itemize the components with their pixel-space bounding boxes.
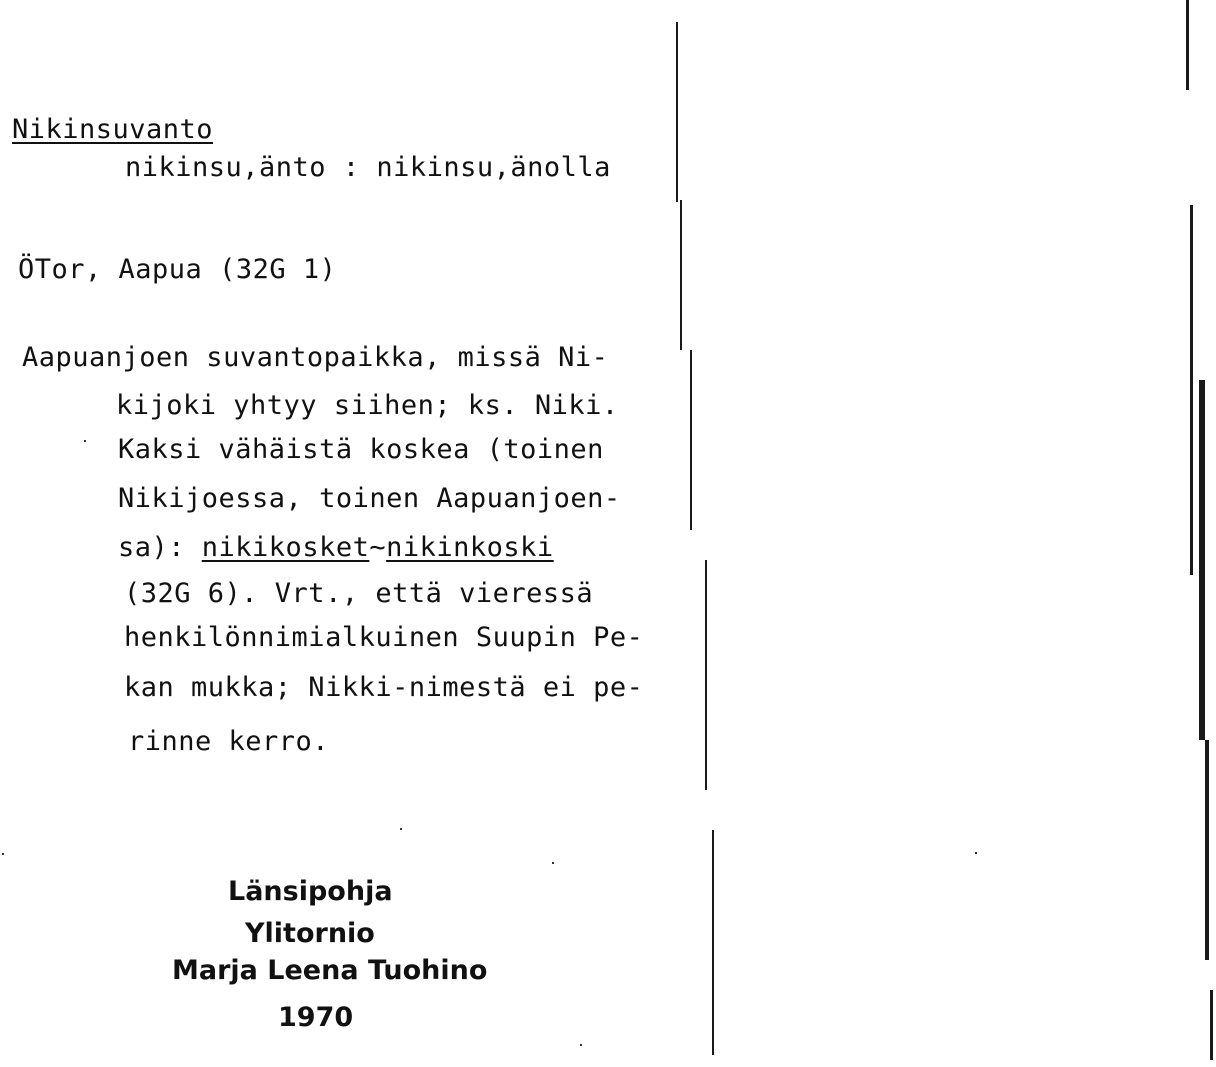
- body-line-5: [118, 532, 554, 563]
- scan-border-line: [1190, 205, 1193, 575]
- scan-speck: [2, 853, 4, 855]
- scan-speck: [580, 1044, 582, 1046]
- card-heading: Nikinsuvanto: [12, 114, 214, 145]
- body-line-5-prefix: sa):: [118, 532, 202, 563]
- location-line: ÖTor, Aapua (32G 1): [18, 254, 337, 285]
- scan-speck: [552, 862, 554, 864]
- card-edge-line: [705, 560, 707, 790]
- term-nikikosket: nikikosket: [201, 532, 370, 563]
- stamp-year: 1970: [278, 1002, 354, 1033]
- scan-speck: [975, 852, 977, 854]
- body-line-9: rinne kerro.: [128, 726, 330, 757]
- body-line-2: kijoki yhtyy siihen; ks. Niki.: [116, 390, 619, 421]
- stamp-region: Länsipohja: [228, 876, 393, 907]
- card-edge-line: [712, 830, 714, 1055]
- body-line-3: Kaksi vähäistä koskea (toinen: [118, 434, 604, 465]
- scan-speck: [400, 828, 402, 830]
- body-line-1: Aapuanjoen suvantopaikka, missä Ni-: [22, 342, 609, 373]
- stamp-parish: Ylitornio: [245, 918, 375, 949]
- scan-border-line: [1186, 0, 1189, 90]
- scan-border-line: [1199, 380, 1205, 740]
- card-edge-line: [680, 200, 682, 350]
- scan-border-line: [1210, 990, 1213, 1060]
- card-edge-line: [690, 350, 692, 530]
- body-line-6: (32G 6). Vrt., että vieressä: [124, 578, 594, 609]
- scan-border-line: [1205, 740, 1209, 960]
- tilde-separator: ~: [369, 532, 387, 563]
- stamp-collector: Marja Leena Tuohino: [172, 955, 488, 986]
- card-edge-line: [676, 22, 678, 202]
- body-line-7: henkilönnimialkuinen Suupin Pe-: [124, 622, 644, 653]
- body-line-4: Nikijoessa, toinen Aapuanjoen-: [118, 483, 621, 514]
- body-line-8: kan mukka; Nikki-nimestä ei pe-: [124, 672, 644, 703]
- name-forms: nikinsu,änto : nikinsu,änolla: [125, 152, 611, 183]
- scan-speck: [84, 440, 86, 442]
- term-nikinkoski: nikinkoski: [386, 532, 554, 563]
